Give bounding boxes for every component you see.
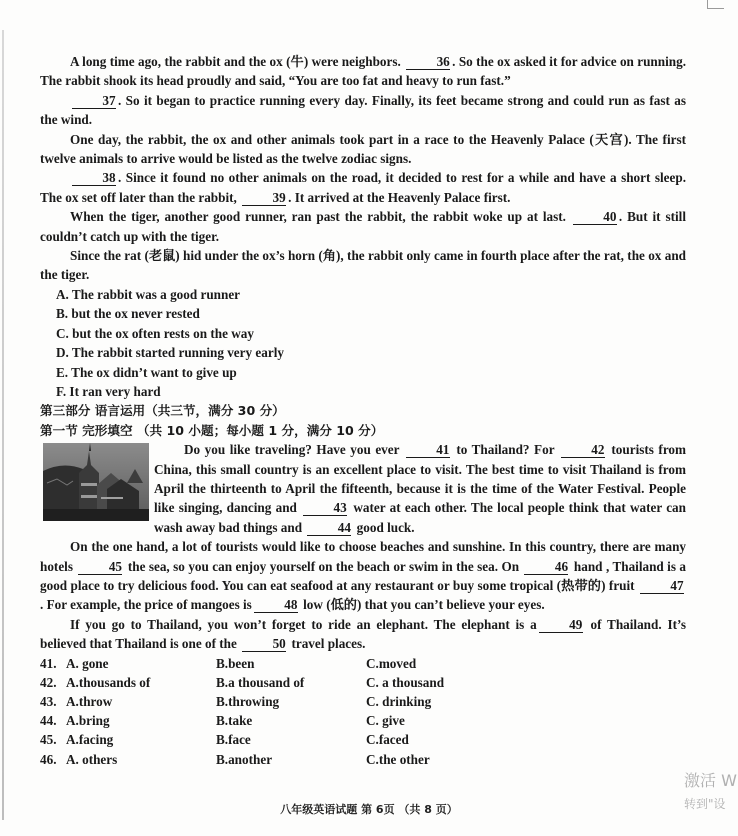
choice-a: A.bring <box>66 713 110 729</box>
blank-40: 40 <box>573 209 617 225</box>
text: tourists from China, this small country is an excellent place to visit. The best time to visit Thailand is from April the thirteenth to April the fifteenth, because it is the time of the Water Festival. People like singing, dancing and <box>154 442 687 516</box>
blank-47: 47 <box>640 578 684 594</box>
passage1-para2 <box>40 91 686 130</box>
text: . So the ox asked it for advice on running. The rabbit shook its head proudly and said, “You are too fat and heavy to run fast.” <box>40 54 686 89</box>
text: . So it began to practice running every day. Finally, its feet became strong and could run as fast as the wind. <box>40 92 686 128</box>
blank-37: 37 <box>72 93 116 109</box>
question-number: 44. <box>40 713 57 729</box>
choice-c: C. a thousand <box>366 674 445 690</box>
choice-c: C.the other <box>366 751 430 767</box>
page-footer: 八年级英语试题 第 6页 （共 8 页） <box>280 803 458 816</box>
text: Do you like traveling? Have you ever <box>184 442 404 458</box>
activation-watermark <box>684 768 738 812</box>
text: When the tiger, another good runner, ran past the rabbit, the rabbit woke up at last. <box>70 209 571 225</box>
text: water at each other. The local people think that water can wash away bad things and <box>154 500 686 535</box>
page-corner-mark <box>707 0 724 9</box>
choice-b: B.another <box>216 751 273 767</box>
option-c: C. but the ox often rests on the way <box>56 325 254 341</box>
choice-row <box>40 711 686 730</box>
text: travel places. <box>288 636 366 652</box>
passage1-para4 <box>40 168 686 207</box>
question-number: 42. <box>40 674 57 690</box>
option-b: B. but the ox never rested <box>56 306 200 322</box>
cloze-para3 <box>40 615 686 654</box>
choice-b: B.been <box>216 655 255 671</box>
question-number: 46. <box>40 751 57 767</box>
option-a: A. The rabbit was a good runner <box>56 286 241 302</box>
watermark-line2: 转到"设 <box>684 797 726 811</box>
blank-50: 50 <box>242 636 286 652</box>
text: A long time ago, the rabbit and the ox (牛) were neighbors. <box>70 54 405 69</box>
choice-c: C.faced <box>366 732 409 748</box>
choice-a: A.throw <box>66 693 113 709</box>
choice-c: C. give <box>366 713 405 729</box>
question-number: 41. <box>40 655 57 671</box>
passage1-para6: Since the rat (老鼠) hid under the ox’s horn (角), the rabbit only came in fourth place after the rat, the ox and the tiger. <box>40 248 686 283</box>
blank-45: 45 <box>78 559 122 575</box>
page-left-edge <box>2 30 4 820</box>
thailand-temple-photo <box>43 443 149 521</box>
blank-43: 43 <box>303 500 347 516</box>
text: to Thailand? For <box>451 442 559 458</box>
cloze-para1 <box>154 440 686 537</box>
choice-row <box>40 692 686 711</box>
blank-44: 44 <box>307 520 351 536</box>
question-number: 43. <box>40 693 57 709</box>
choice-row <box>40 730 686 749</box>
option-e: E. The ox didn’t want to give up <box>56 364 237 380</box>
choice-c: C. drinking <box>366 693 432 709</box>
passage1-para1 <box>40 52 686 91</box>
part3-heading: 第三部分 语言运用（共三节，满分 30 分） <box>40 403 285 419</box>
choices-list <box>40 654 686 769</box>
text: . For example, the price of mangoes is <box>40 597 252 613</box>
blank-42: 42 <box>561 442 605 458</box>
choice-c: C.moved <box>366 655 417 671</box>
choice-b: B.take <box>216 713 253 729</box>
blank-36: 36 <box>406 54 450 70</box>
blank-38: 38 <box>72 170 116 186</box>
text: low (低的) that you can’t believe your eyes. <box>299 597 545 613</box>
choice-row <box>40 750 686 769</box>
option-d: D. The rabbit started running very early <box>56 345 284 361</box>
blank-41: 41 <box>406 442 450 458</box>
text: . But it still couldn’t catch up with the tiger. <box>40 209 687 244</box>
choice-a: A. gone <box>66 655 109 671</box>
text: On the one hand, a lot of tourists would like to choose beaches and sunshine. In this country, there are many hotels <box>40 539 686 574</box>
cloze-para2 <box>40 537 686 615</box>
passage1-para3: One day, the rabbit, the ox and other animals took part in a race to the Heavenly Palace (天宫). The first twelve animals to arrive would be listed as the twelve zodiac signs. <box>40 131 686 167</box>
choice-a: A.thousands of <box>66 674 151 690</box>
text: . Since it found no other animals on the road, it decided to rest for a while and have a short sleep. The ox set off later than the rabbit, <box>40 170 686 205</box>
blank-46: 46 <box>524 559 568 575</box>
text: the sea, so you can enjoy yourself on the beach or swim in the sea. On <box>124 558 523 574</box>
cloze-passage <box>40 440 686 653</box>
choice-b: B.throwing <box>216 693 280 709</box>
choice-b: B.a thousand of <box>216 674 305 690</box>
temple-image-icon <box>43 443 149 521</box>
text: . It arrived at the Heavenly Palace first. <box>288 189 511 205</box>
blank-39: 39 <box>242 190 286 206</box>
passage1-para5 <box>40 207 686 246</box>
option-f: F. It ran very hard <box>56 383 161 399</box>
choice-a: A.facing <box>66 732 114 748</box>
choice-a: A. others <box>66 751 118 767</box>
text: If you go to Thailand, you won’t forget to ride an elephant. The elephant is a <box>70 616 537 632</box>
page-content <box>40 52 686 769</box>
text: hand , Thailand is a good place to try delicious food. You can eat seafood at any restaurant or buy some tropical (热带的) fruit <box>40 558 687 593</box>
blank-49: 49 <box>539 617 583 633</box>
choice-b: B.face <box>216 732 251 748</box>
choice-row <box>40 654 686 673</box>
text: of Thailand. It’s believed that Thailand is one of the <box>40 616 686 652</box>
blank-48: 48 <box>254 597 298 613</box>
text: good luck. <box>353 519 415 535</box>
question-number: 45. <box>40 732 57 748</box>
section1-heading: 第一节 完形填空 （共 10 小题；每小题 1 分，满分 10 分） <box>40 422 384 438</box>
choice-row <box>40 673 686 692</box>
watermark-line1: 激活 W <box>684 771 737 790</box>
